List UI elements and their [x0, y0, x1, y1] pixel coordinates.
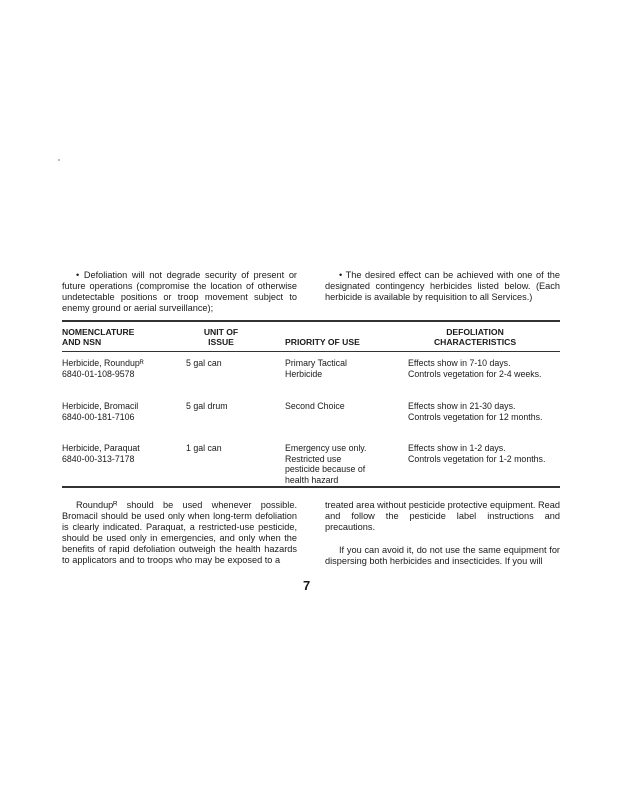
defoliation-characteristics [408, 443, 568, 464]
equipment-paragraph: If you can avoid it, do not use the same equipment for dispersing both herbicides and insecticides. If you will [325, 545, 560, 566]
body-right-column [325, 500, 560, 567]
table-bottom-rule [62, 486, 560, 488]
intro-bullet-security: • Defoliation will not degrade security of present or future operations (compromise the location of otherwise undetectable positions or troop movement subject to enemy ground or aerial surveillance); [62, 270, 297, 313]
priority-line: Second Choice [285, 401, 345, 411]
priority-of-use [285, 443, 395, 485]
header-priority-of-use [285, 337, 395, 347]
nomenclature: Herbicide, Bromacil [62, 401, 139, 411]
priority-line: Primary Tactical [285, 358, 347, 368]
characteristic-line: Effects show in 1-2 days. [408, 443, 506, 453]
header-defoliation-characteristics [405, 327, 545, 347]
characteristic-line: Controls vegetation for 2-4 weeks. [408, 368, 542, 379]
intro-bullet-desired-effect: • The desired effect can be achieved with one of the designated contingency herbicides listed below. (Each herbicide is available by requisition to all Services.) [325, 270, 560, 302]
priority-line: pesticide because of [285, 464, 366, 474]
treated-area-paragraph: treated area without pesticide protective equipment. Read and follow the pesticide label instructions and precautions. [325, 500, 560, 532]
table-header-rule [62, 351, 560, 352]
priority-line: Emergency use only. [285, 443, 367, 453]
page-number: 7 [303, 578, 311, 593]
nsn: 6840-01-108-9578 [62, 368, 135, 379]
header-unit-of-issue [186, 327, 256, 347]
nsn: 6840-00-313-7178 [62, 453, 135, 464]
nsn: 6840-00-181-7106 [62, 411, 135, 422]
priority-of-use [285, 358, 395, 379]
header-line: UNIT OF [203, 327, 239, 337]
nomenclature: Herbicide, Paraquat [62, 443, 140, 453]
header-line: ISSUE [208, 337, 234, 347]
defoliation-characteristics [408, 358, 568, 379]
scan-speck [58, 159, 60, 161]
header-line: DEFOLIATION [446, 327, 504, 337]
unit-of-issue: 5 gal drum [186, 401, 228, 411]
unit-of-issue: 1 gal can [186, 443, 222, 453]
characteristic-line: Effects show in 21-30 days. [408, 401, 516, 411]
table-row-paraquat-nomenclature [62, 443, 177, 464]
table-row-roundup-nomenclature [62, 358, 177, 379]
header-nomenclature [62, 327, 177, 347]
header-line: AND NSN [62, 337, 102, 347]
header-line: CHARACTERISTICS [433, 337, 517, 347]
defoliation-characteristics [408, 401, 568, 422]
nomenclature: Herbicide, Roundupᴿ [62, 358, 144, 368]
priority-of-use [285, 401, 395, 412]
roundup-paragraph: Roundupᴿ should be used whenever possible. Bromacil should be used only when long-term defoliation is clearly indicated. Paraquat, a restricted-use pesticide, should be used only in emergencies, and only when the benefits of rapid defoliation outweigh the health hazards to applicators and to troops who may be exposed to a [62, 500, 297, 565]
characteristic-line: Effects show in 7-10 days. [408, 358, 511, 368]
header-line: NOMENCLATURE [62, 327, 135, 337]
table-top-rule [62, 320, 560, 322]
table-row-bromacil-nomenclature [62, 401, 177, 422]
intro-right-column [325, 270, 560, 303]
priority-line: Herbicide [285, 368, 323, 379]
unit-of-issue: 5 gal can [186, 358, 222, 368]
characteristic-line: Controls vegetation for 12 months. [408, 411, 543, 422]
priority-line: health hazard [285, 474, 339, 485]
intro-left-column [62, 270, 297, 314]
priority-line: Restricted use [285, 453, 342, 464]
characteristic-line: Controls vegetation for 1-2 months. [408, 453, 546, 464]
header-line: PRIORITY OF USE [285, 337, 360, 347]
body-left-column [62, 500, 297, 566]
